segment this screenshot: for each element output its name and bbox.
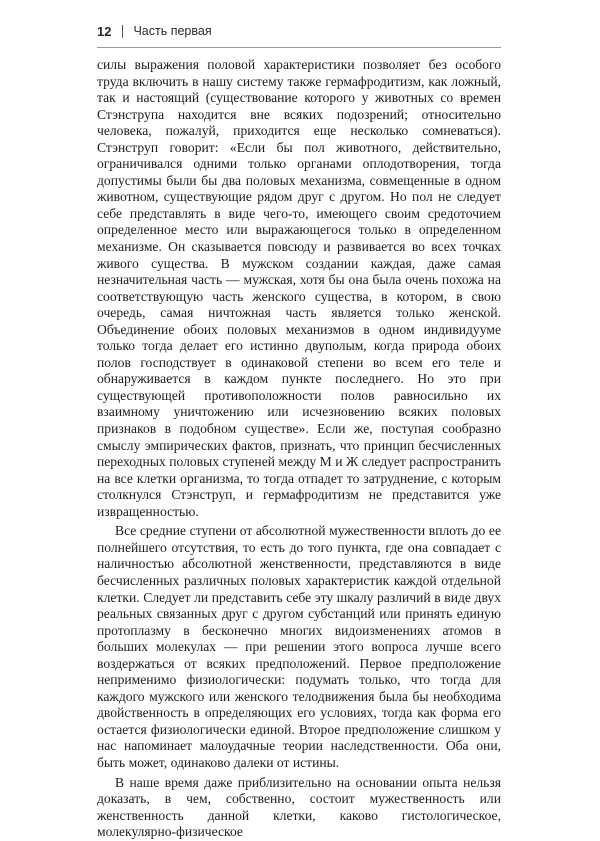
paragraph: В наше время даже приблизительно на основании опыта нельзя доказать, в чем, собственно, состоит мужественность или женственность данной клетки, каково гистологическое, молекулярно-физическое xyxy=(97,774,501,840)
header-separator xyxy=(122,25,123,38)
body-text xyxy=(97,57,501,841)
paragraph: Все средние ступени от абсолютной мужественности вплоть до ее полнейшего отсутствия, то есть до того пункта, где она совпадает с наличностью абсолютной женственности, представляются в виде бесчисленных различных половых характеристик каждой отдельной клетки. Следует ли представить себе эту шкалу различий в виде двух реальных связанных друг с другом субстанций или принять единую протоплазму в бесконечно многих видоизменениях атомов в больших молекулах — при решении этого вопроса лучше всего воздержаться от всяких предположений. Первое предположение неприменимо физиологически: подумать только, что тогда для каждого мужского или женского телодвижения была бы необходима двойственность в определяющих его условиях, тогда как форма его остается физиологически единой. Второе предположение слишком у нас напоминает малоудачные теории наследственности. Оба они, быть может, одинаково далеки от истины. xyxy=(97,523,501,770)
section-title: Часть первая xyxy=(133,24,212,38)
page-number: 12 xyxy=(97,23,112,39)
header-rule xyxy=(97,47,501,48)
paragraph: силы выражения половой характеристики позволяет без особого труда включить в нашу систему также гермафродитизм, как ложный, так и настоящий (существование которого у животных со времен Стэнструпа находится вне всяких подозрений; относительно человека, пожалуй, приходится еще несколько сомневаться). Стэнструп говорит: «Если бы пол животного, действительно, ограничивался одними только органами оплодотворения, тогда допустимы были бы два половых механизма, совмещенные в одном животном, существующие рядом друг с другом. Но пол не следует себе представлять в виде чего-то, имеющего своим средоточием определенное место или выражающегося только в определенном механизме. Он сказывается повсюду и развивается во всех точках живого существа. В мужском создании каждая, даже самая незначительная часть — мужская, хотя бы она была очень похожа на соответствующую часть женского существа, в котором, в свою очередь, самая ничтожная часть является только женской. Объединение обоих половых механизмов в одном индивидууме только тогда делает его истинно двуполым, когда природа обоих полов господствует в одинаковой степени во всем его теле и обнаруживается в каждом пункте последнего. Но это при существующей противоположности полов равносильно их взаимному уничтожению или исчезновению всяких половых признаков в подобном существе». Если же, поступая сообразно смыслу эмпирических фактов, признать, что принцип бесчисленных переходных половых ступеней между М и Ж следует распространить на все клетки организма, то тогда отпадет то затруднение, с которым столкнулся Стэнструп, и гермафродитизм не представится уже извращенностью. xyxy=(97,57,501,519)
running-head xyxy=(97,22,212,40)
